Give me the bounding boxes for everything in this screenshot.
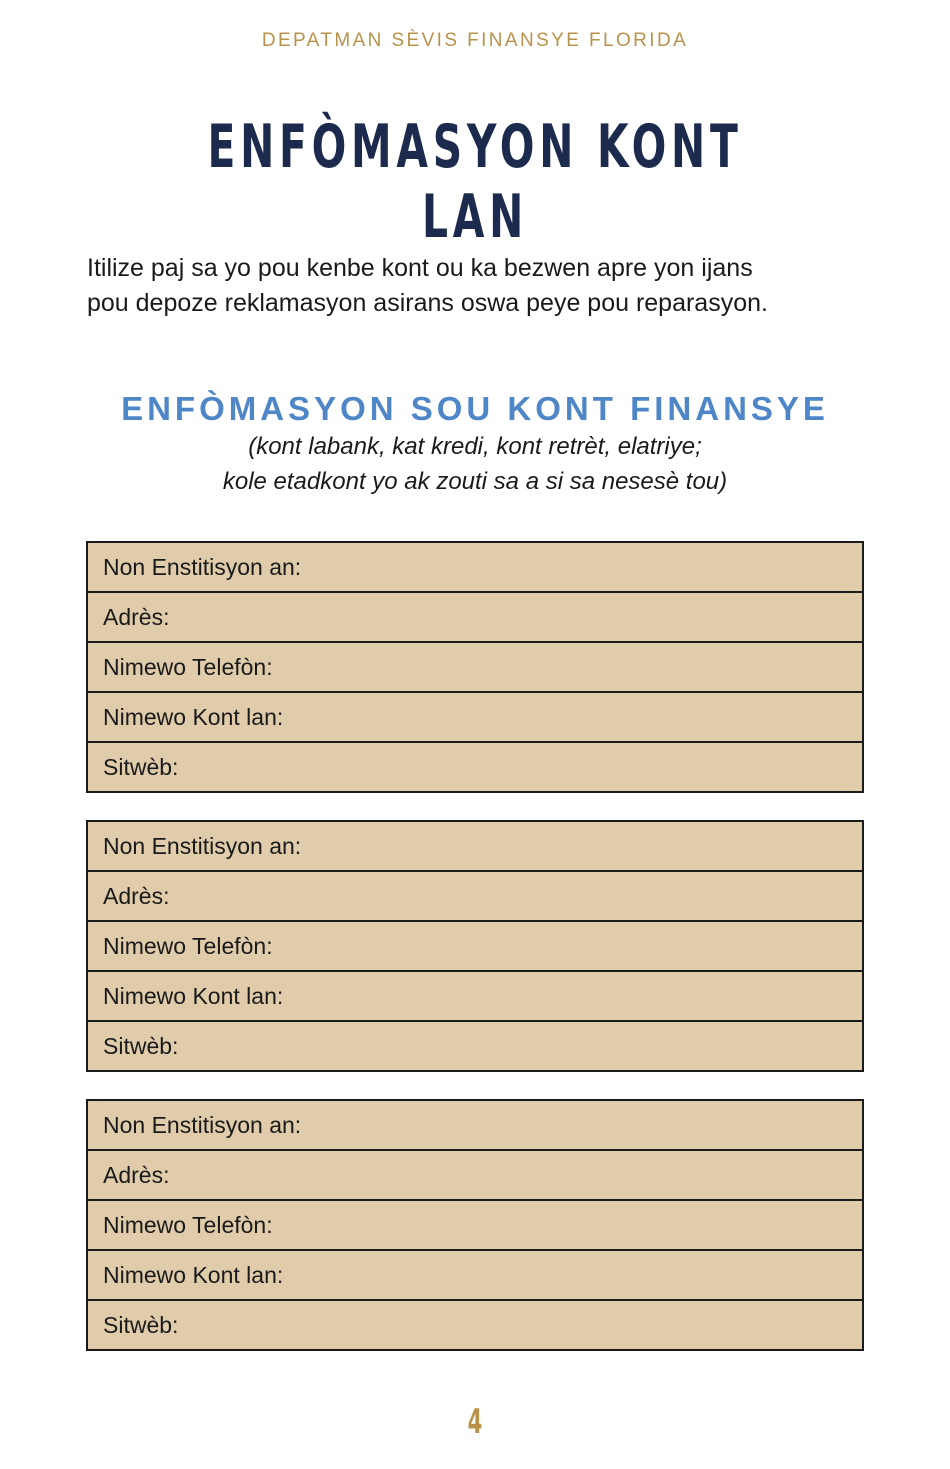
institution-name-field[interactable] [88, 543, 862, 591]
phone-number-label: Nimewo Telefòn: [103, 653, 273, 680]
phone-number-label: Nimewo Telefòn: [103, 1211, 273, 1238]
phone-number-field[interactable] [88, 641, 862, 691]
intro-line-1: Itilize paj sa yo pou kenbe kont ou ka bezwen apre yon ijans [87, 254, 753, 282]
website-label: Sitwèb: [103, 1311, 179, 1338]
address-label: Adrès: [103, 603, 170, 630]
institution-name-label: Non Enstitisyon an: [103, 832, 302, 859]
account-number-label: Nimewo Kont lan: [103, 1261, 284, 1288]
account-block-1 [86, 541, 864, 793]
account-number-field[interactable] [88, 691, 862, 741]
address-label: Adrès: [103, 1161, 170, 1188]
website-field[interactable] [88, 1299, 862, 1349]
account-number-field[interactable] [88, 1249, 862, 1299]
phone-number-label: Nimewo Telefòn: [103, 932, 273, 959]
account-number-label: Nimewo Kont lan: [103, 982, 284, 1009]
account-number-field[interactable] [88, 970, 862, 1020]
phone-number-field[interactable] [88, 920, 862, 970]
address-label: Adrès: [103, 882, 170, 909]
account-block-3 [86, 1099, 864, 1351]
intro-line-2: pou depoze reklamasyon asirans oswa peye pou reparasyon. [87, 289, 768, 317]
section-note [0, 429, 950, 499]
website-field[interactable] [88, 1020, 862, 1070]
page-title: ENFÒMASYON KONT LAN [207, 112, 743, 252]
website-label: Sitwèb: [103, 1032, 179, 1059]
address-field[interactable] [88, 870, 862, 920]
address-field[interactable] [88, 591, 862, 641]
website-field[interactable] [88, 741, 862, 791]
address-field[interactable] [88, 1149, 862, 1199]
institution-name-label: Non Enstitisyon an: [103, 1111, 302, 1138]
intro-paragraph [87, 251, 867, 321]
account-number-label: Nimewo Kont lan: [103, 703, 284, 730]
phone-number-field[interactable] [88, 1199, 862, 1249]
department-header: DEPATMAN SÈVIS FINANSYE FLORIDA [261, 30, 689, 51]
section-note-line-2: kole etadkont yo ak zouti sa a si sa nesesè tou) [222, 468, 728, 495]
institution-name-label: Non Enstitisyon an: [103, 553, 302, 580]
section-note-line-1: (kont labank, kat kredi, kont retrèt, elatriye; [248, 433, 702, 460]
section-title: ENFÒMASYON SOU KONT FINANSYE [121, 390, 829, 427]
page-number: 4 [467, 1402, 483, 1442]
institution-name-field[interactable] [88, 1101, 862, 1149]
account-block-2 [86, 820, 864, 1072]
website-label: Sitwèb: [103, 753, 179, 780]
institution-name-field[interactable] [88, 822, 862, 870]
